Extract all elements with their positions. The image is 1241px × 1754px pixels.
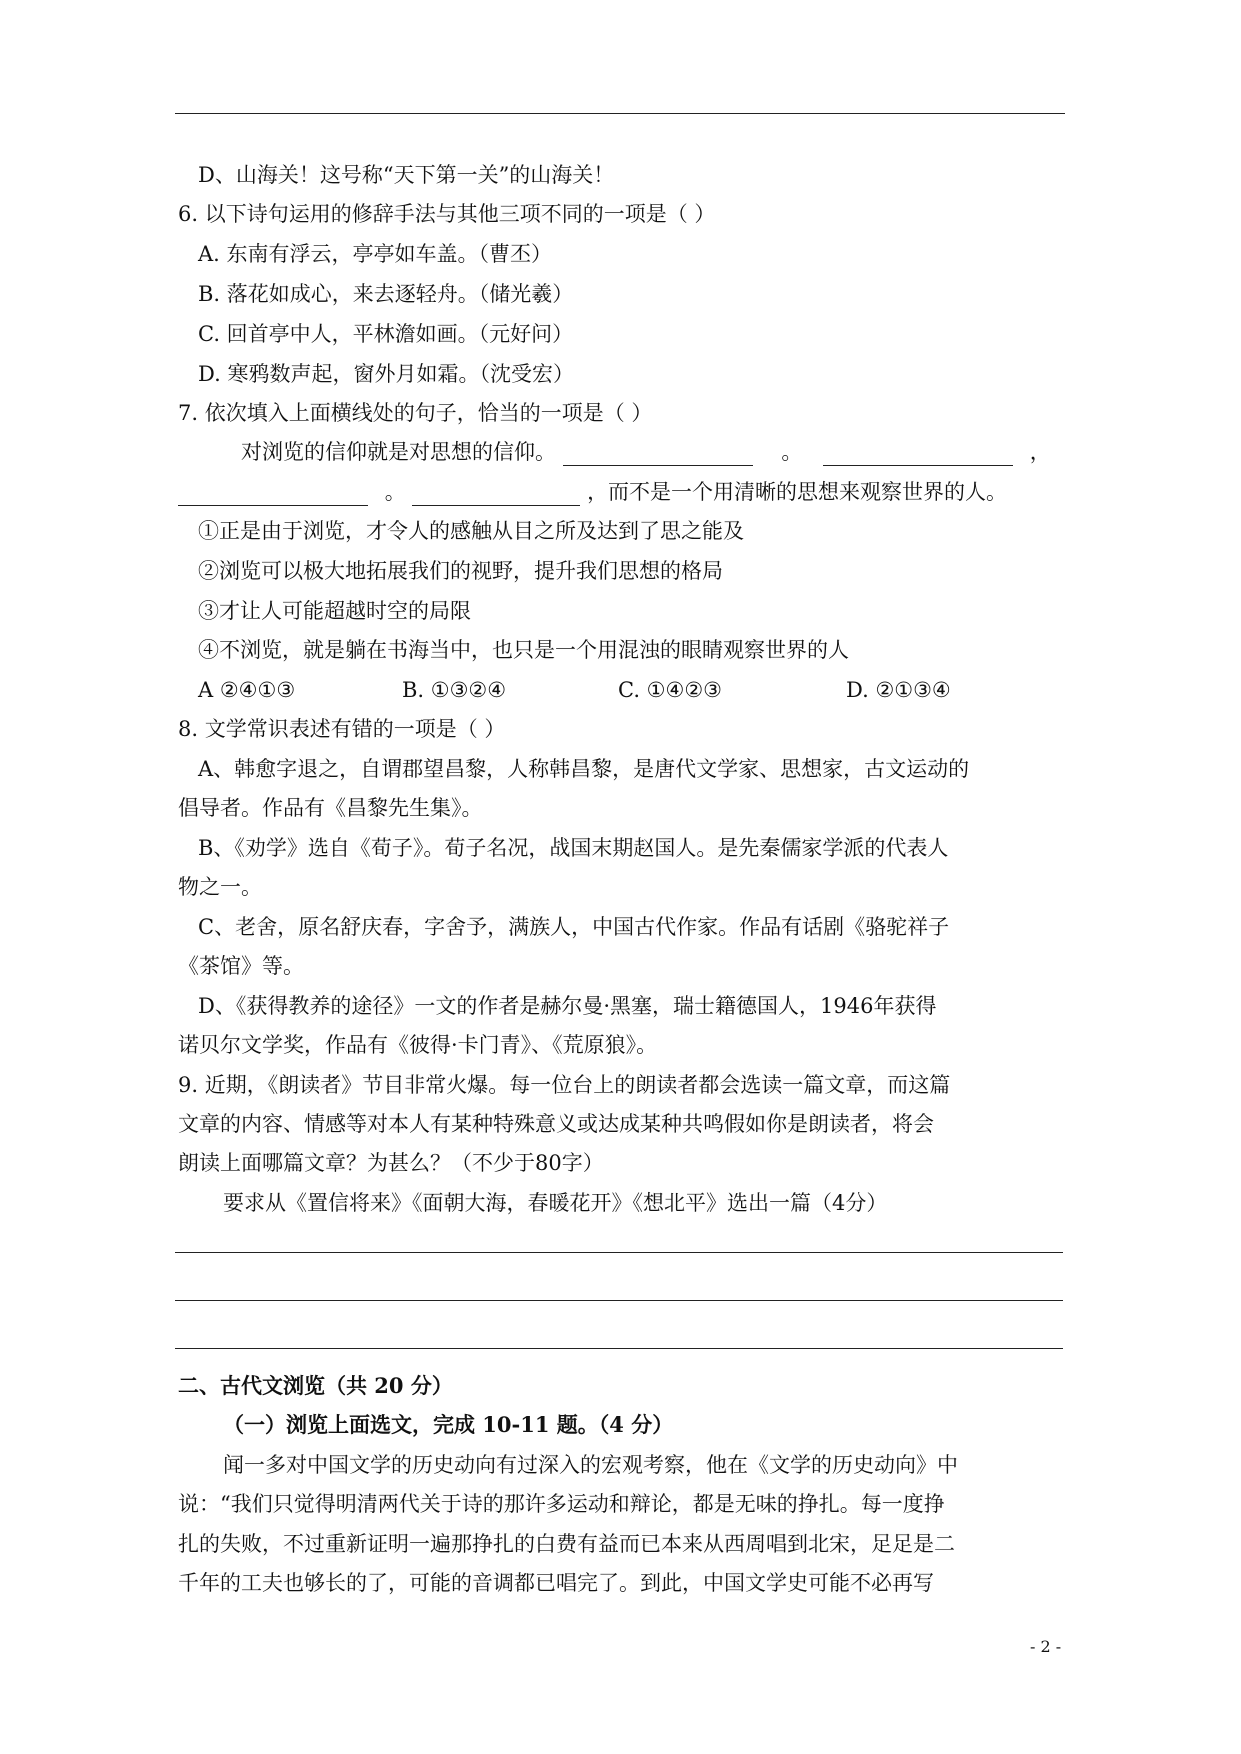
q5-option-d: D、山海关！这号称“天下第一关”的山海关！ <box>198 163 615 187</box>
q6-option-c: C. 回首亭中人，平林澹如画。（元好问） <box>198 322 574 346</box>
q8-option-a-line1: A、韩愈字退之，自谓郡望昌黎，人称韩昌黎，是唐代文学家、思想家，古文运动的 <box>198 757 970 781</box>
q7-sentence-3: ③才让人可能超越时空的局限 <box>198 599 471 623</box>
q7-option-a: A ②④①③ <box>198 678 296 702</box>
q9-line-3: 朗读上面哪篇文章？为甚么？（不少于80字） <box>178 1151 604 1175</box>
header-rule <box>175 113 1065 114</box>
answer-line-3[interactable] <box>175 1348 1063 1349</box>
answer-line-1[interactable] <box>175 1252 1063 1253</box>
passage-line-4: 千年的工夫也够长的了，可能的音调都已唱完了。到此，中国文学史可能不必再写 <box>178 1571 934 1595</box>
q7-blank-3[interactable] <box>178 483 368 506</box>
passage-line-2: 说：“我们只觉得明清两代关于诗的那许多运动和辩论，都是无味的挣扎。每一度挣 <box>178 1492 945 1516</box>
q9-line-1: 9. 近期，《朗读者》节目非常火爆。每一位台上的朗读者都会选读一篇文章，而这篇 <box>178 1073 951 1097</box>
q8-option-d-line2: 诺贝尔文学奖，作品有《彼得·卡门青》、《荒原狼》。 <box>178 1033 658 1057</box>
q8-option-c-line2: 《茶馆》等。 <box>178 954 304 978</box>
q6-option-b: B. 落花如成心，来去逐轻舟。（储光羲） <box>198 282 574 306</box>
section2-subtitle: （一）浏览上面选文，完成 10-11 题。（4 分） <box>223 1412 674 1437</box>
q7-line2 <box>178 478 1007 506</box>
q7-line2-sep1: 。 <box>384 480 406 504</box>
q7-blank-2[interactable] <box>823 443 1013 466</box>
q7-blank-4[interactable] <box>412 483 580 506</box>
q8-option-b-line1: B、《劝学》选自《荀子》。荀子名况，战国末期赵国人。是先秦儒家学派的代表人 <box>198 836 949 860</box>
q8-stem: 8. 文学常识表述有错的一项是（ ） <box>178 717 506 741</box>
q9-line-2: 文章的内容、情感等对本人有某种特殊意义或达成某种共鸣假如你是朗读者，将会 <box>178 1112 934 1136</box>
q7-stem: 7. 依次填入上面横线处的句子，恰当的一项是（ ） <box>178 401 653 425</box>
q9-line-4: 要求从《置信将来》《面朝大海，春暖花开》《想北平》选出一篇（4分） <box>223 1191 888 1215</box>
q7-option-d: D. ②①③④ <box>846 678 951 702</box>
q6-stem: 6. 以下诗句运用的修辞手法与其他三项不同的一项是（ ） <box>178 202 716 226</box>
q7-blank-1[interactable] <box>563 443 753 466</box>
q7-line2-text: ，而不是一个用清晰的思想来观察世界的人。 <box>587 480 1008 504</box>
q8-option-c-line1: C、老舍，原名舒庆春，字舍予，满族人，中国古代作家。作品有话剧《骆驼祥子 <box>198 915 950 939</box>
passage-line-3: 扎的失败，不过重新证明一遍那挣扎的白费有益而已本来从西周唱到北宋，足足是二 <box>178 1532 955 1556</box>
passage-line-1: 闻一多对中国文学的历史动向有过深入的宏观考察，他在《文学的历史动向》中 <box>223 1453 958 1477</box>
q6-option-a: A. 东南有浮云，亭亭如车盖。（曹丕） <box>198 242 553 266</box>
q7-sentence-2: ②浏览可以极大地拓展我们的视野，提升我们思想的格局 <box>198 559 723 583</box>
page-number: - 2 - <box>1030 1637 1062 1656</box>
q8-option-a-line2: 倡导者。作品有《昌黎先生集》。 <box>178 796 483 820</box>
q8-option-d-line1: D、《获得教养的途径》一文的作者是赫尔曼·黑塞，瑞士籍德国人，1946年获得 <box>198 994 937 1018</box>
q7-line1-sep2: ， <box>1029 440 1051 464</box>
q7-line1-sep1: 。 <box>781 440 803 464</box>
q7-option-c: C. ①④②③ <box>618 678 722 702</box>
q6-option-d: D. 寒鸦数声起，窗外月如霜。（沈受宏） <box>198 362 574 386</box>
q8-option-b-line2: 物之一。 <box>178 875 262 899</box>
q7-sentence-1: ①正是由于浏览，才令人的感触从目之所及达到了思之能及 <box>198 519 744 543</box>
q7-line1 <box>241 438 1051 466</box>
answer-line-2[interactable] <box>175 1300 1063 1301</box>
q7-line1-text: 对浏览的信仰就是对思想的信仰。 <box>241 440 556 464</box>
q7-sentence-4: ④不浏览，就是躺在书海当中，也只是一个用混浊的眼睛观察世界的人 <box>198 638 849 662</box>
q7-option-b: B. ①③②④ <box>402 678 507 702</box>
section2-title: 二、古代文浏览（共 20 分） <box>178 1373 453 1398</box>
